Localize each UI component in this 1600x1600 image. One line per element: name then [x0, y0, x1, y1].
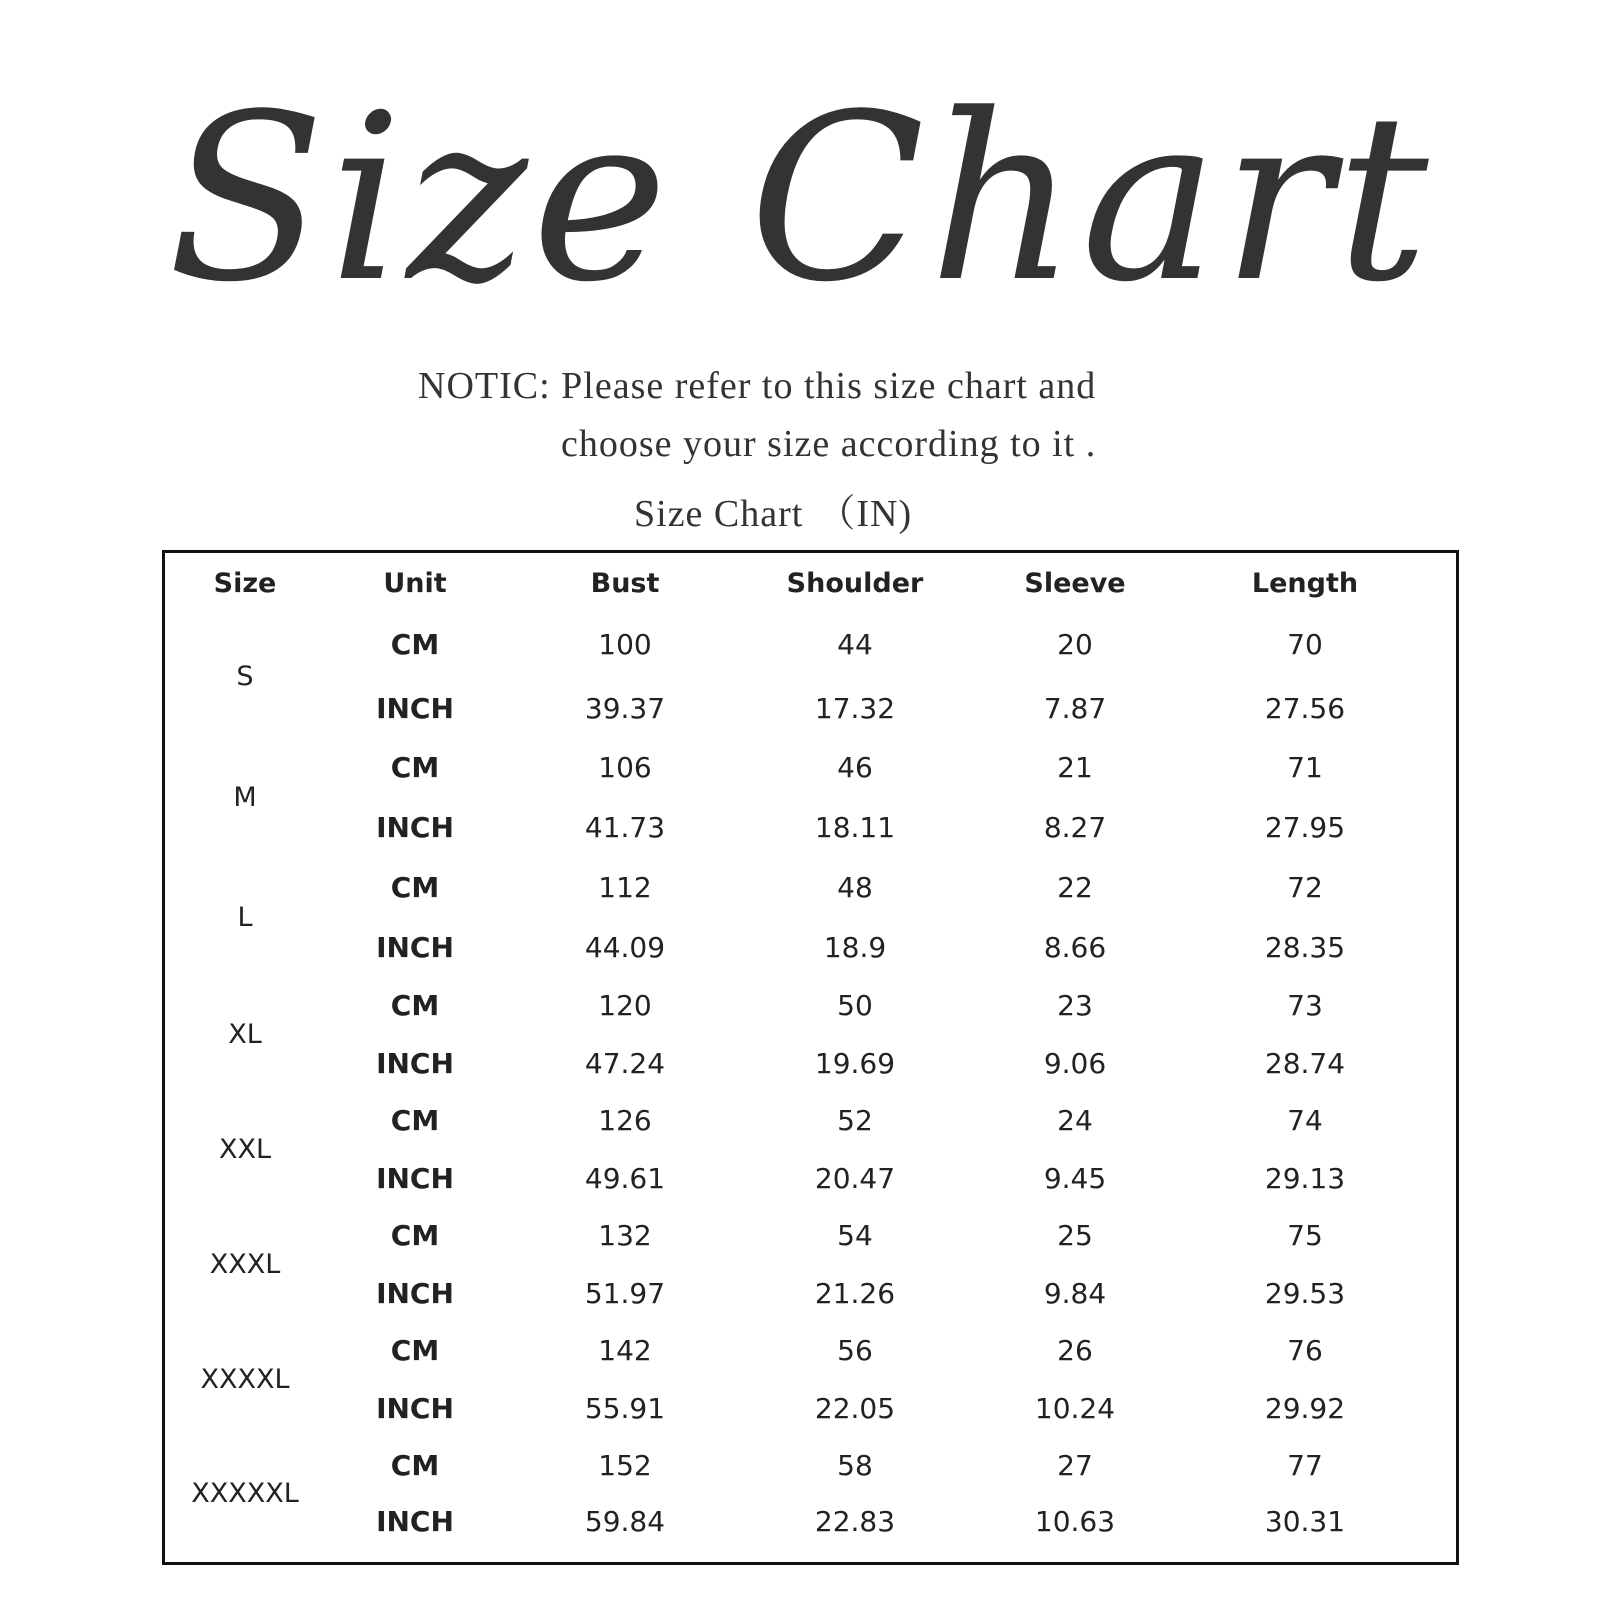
length-value: 28.35 — [1264, 931, 1346, 964]
bust-value: 44.09 — [584, 931, 666, 964]
size-label: XXXXXL — [191, 1478, 299, 1509]
header-shoulder: Shoulder — [786, 568, 924, 599]
shoulder-value: 48 — [837, 871, 873, 904]
size-label: M — [233, 782, 257, 813]
sleeve-value: 7.87 — [1043, 692, 1107, 725]
size-group — [165, 625, 1456, 729]
shoulder-value: 44 — [837, 628, 873, 661]
shoulder-value: 19.69 — [814, 1047, 896, 1080]
bust-value: 126 — [598, 1104, 652, 1137]
table-row-inch — [165, 1159, 1456, 1199]
length-value: 77 — [1287, 1449, 1323, 1482]
length-value: 27.56 — [1264, 692, 1346, 725]
unit-label-cm: CM — [390, 751, 440, 784]
sleeve-value: 10.63 — [1034, 1505, 1116, 1538]
table-row-cm — [165, 748, 1456, 788]
table-subtitle — [634, 482, 912, 537]
sleeve-value: 22 — [1057, 871, 1093, 904]
length-value: 28.74 — [1264, 1047, 1346, 1080]
table-row-inch — [165, 808, 1456, 848]
length-value: 74 — [1287, 1104, 1323, 1137]
size-label: XXL — [218, 1134, 272, 1165]
shoulder-value: 22.05 — [814, 1392, 896, 1425]
unit-label-inch: INCH — [376, 811, 454, 844]
notice-line-2: choose your size according to it . — [561, 423, 1097, 465]
size-group — [165, 1101, 1456, 1199]
length-value: 27.95 — [1264, 811, 1346, 844]
bust-value: 106 — [598, 751, 652, 784]
length-value: 29.53 — [1264, 1277, 1346, 1310]
bust-value: 112 — [598, 871, 652, 904]
table-row-inch — [165, 928, 1456, 968]
sleeve-value: 9.84 — [1043, 1277, 1107, 1310]
size-label: L — [237, 902, 253, 933]
unit-label-cm: CM — [390, 871, 440, 904]
table-row-cm — [165, 986, 1456, 1026]
bust-value: 152 — [598, 1449, 652, 1482]
table-row-inch — [165, 1502, 1456, 1542]
table-row-inch — [165, 689, 1456, 729]
sleeve-value: 24 — [1057, 1104, 1093, 1137]
sleeve-value: 20 — [1057, 628, 1093, 661]
header-size: Size — [213, 568, 277, 599]
unit-label-inch: INCH — [376, 692, 454, 725]
bust-value: 39.37 — [584, 692, 666, 725]
table-row-cm — [165, 1216, 1456, 1256]
size-label: S — [236, 661, 254, 692]
table-row-inch — [165, 1389, 1456, 1429]
sleeve-value: 9.45 — [1043, 1162, 1107, 1195]
shoulder-value: 18.11 — [814, 811, 896, 844]
shoulder-value: 46 — [837, 751, 873, 784]
bust-value: 51.97 — [584, 1277, 666, 1310]
table-row-inch — [165, 1044, 1456, 1084]
sleeve-value: 27 — [1057, 1449, 1093, 1482]
length-value: 70 — [1287, 628, 1323, 661]
length-value: 76 — [1287, 1334, 1323, 1367]
bust-value: 49.61 — [584, 1162, 666, 1195]
length-value: 75 — [1287, 1219, 1323, 1252]
shoulder-value: 58 — [837, 1449, 873, 1482]
shoulder-value: 54 — [837, 1219, 873, 1252]
length-value: 73 — [1287, 989, 1323, 1022]
length-value: 30.31 — [1264, 1505, 1346, 1538]
unit-label-cm: CM — [390, 1219, 440, 1252]
table-row-cm — [165, 1446, 1456, 1486]
unit-label-cm: CM — [390, 989, 440, 1022]
shoulder-value: 22.83 — [814, 1505, 896, 1538]
sleeve-value: 9.06 — [1043, 1047, 1107, 1080]
size-group — [165, 748, 1456, 848]
table-row-cm — [165, 1101, 1456, 1141]
size-group — [165, 868, 1456, 968]
table-row-cm — [165, 625, 1456, 665]
shoulder-value: 17.32 — [814, 692, 896, 725]
size-group — [165, 1216, 1456, 1314]
sleeve-value: 8.66 — [1043, 931, 1107, 964]
shoulder-value: 18.9 — [823, 931, 887, 964]
shoulder-value: 21.26 — [814, 1277, 896, 1310]
size-label: XL — [228, 1019, 262, 1050]
bust-value: 47.24 — [584, 1047, 666, 1080]
length-value: 29.13 — [1264, 1162, 1346, 1195]
notice-line-1: NOTIC: Please refer to this size chart and — [418, 365, 1097, 407]
bust-value: 142 — [598, 1334, 652, 1367]
table-subtitle-unit: （IN) — [817, 493, 913, 535]
header-unit: Unit — [383, 568, 447, 599]
table-subtitle-text: Size Chart — [634, 493, 804, 535]
shoulder-value: 52 — [837, 1104, 873, 1137]
unit-label-inch: INCH — [376, 1047, 454, 1080]
header-length: Length — [1251, 568, 1359, 599]
size-label: XXXXL — [200, 1364, 290, 1395]
bust-value: 55.91 — [584, 1392, 666, 1425]
unit-label-inch: INCH — [376, 1277, 454, 1310]
size-label: XXXL — [209, 1249, 281, 1280]
unit-label-inch: INCH — [376, 931, 454, 964]
shoulder-value: 50 — [837, 989, 873, 1022]
unit-label-cm: CM — [390, 1334, 440, 1367]
size-table — [162, 550, 1459, 1565]
header-sleeve: Sleeve — [1024, 568, 1126, 599]
unit-label-cm: CM — [390, 1449, 440, 1482]
size-group — [165, 1446, 1456, 1542]
length-value: 72 — [1287, 871, 1323, 904]
size-group — [165, 986, 1456, 1084]
table-header-row — [165, 553, 1456, 613]
unit-label-cm: CM — [390, 628, 440, 661]
sleeve-value: 26 — [1057, 1334, 1093, 1367]
bust-value: 100 — [598, 628, 652, 661]
header-bust: Bust — [590, 568, 660, 599]
sleeve-value: 10.24 — [1034, 1392, 1116, 1425]
sleeve-value: 8.27 — [1043, 811, 1107, 844]
page-title: Size Chart — [167, 66, 1433, 333]
sleeve-value: 21 — [1057, 751, 1093, 784]
bust-value: 41.73 — [584, 811, 666, 844]
sleeve-value: 25 — [1057, 1219, 1093, 1252]
shoulder-value: 20.47 — [814, 1162, 896, 1195]
unit-label-inch: INCH — [376, 1392, 454, 1425]
unit-label-inch: INCH — [376, 1162, 454, 1195]
bust-value: 132 — [598, 1219, 652, 1252]
table-row-cm — [165, 1331, 1456, 1371]
length-value: 71 — [1287, 751, 1323, 784]
table-row-inch — [165, 1274, 1456, 1314]
table-row-cm — [165, 868, 1456, 908]
unit-label-cm: CM — [390, 1104, 440, 1137]
unit-label-inch: INCH — [376, 1505, 454, 1538]
sleeve-value: 23 — [1057, 989, 1093, 1022]
shoulder-value: 56 — [837, 1334, 873, 1367]
length-value: 29.92 — [1264, 1392, 1346, 1425]
bust-value: 59.84 — [584, 1505, 666, 1538]
bust-value: 120 — [598, 989, 652, 1022]
size-group — [165, 1331, 1456, 1429]
